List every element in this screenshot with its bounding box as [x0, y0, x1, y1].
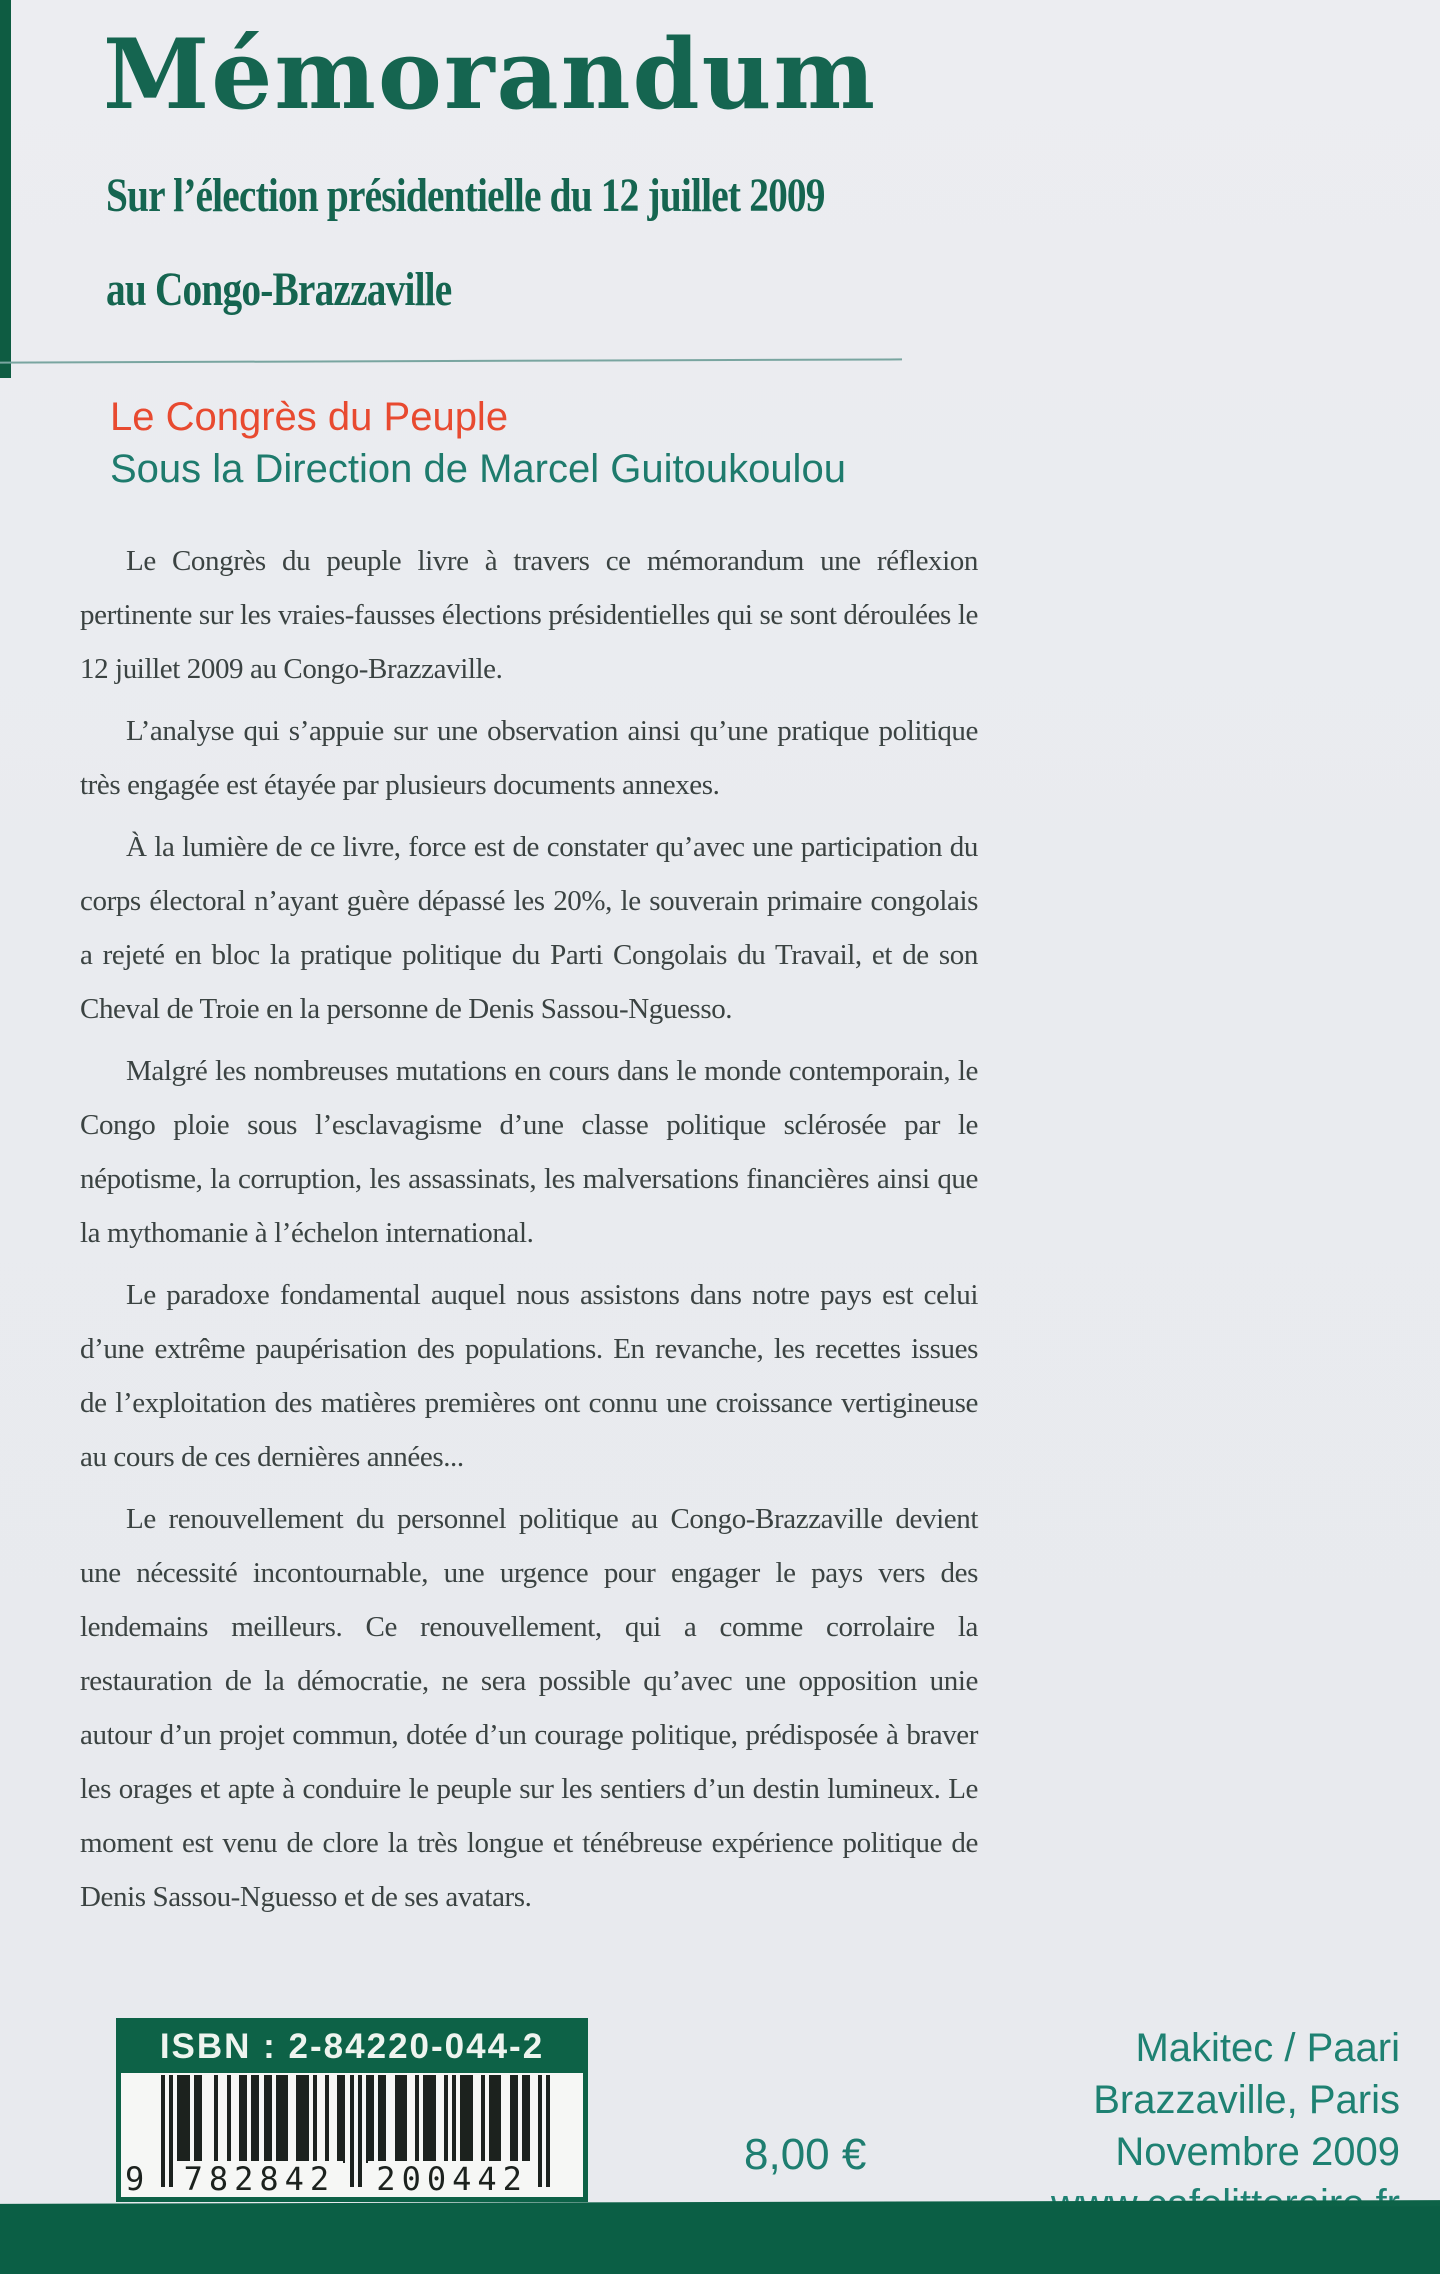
editor-line: Sous la Direction de Marcel Guitoukoulou: [110, 447, 846, 491]
isbn-label: ISBN : 2-84220-044-2: [121, 2023, 583, 2073]
synopsis-paragraph: Le Congrès du peuple livre à travers ce mémorandum une réflexion pertinente sur les vraies-fausses élections présidentielles qui se sont déroulées le 12 juillet 2009 au Congo-Brazzaville.: [80, 545, 978, 685]
spine-strip: [0, 0, 11, 378]
price-label: 8,00 €: [744, 2130, 867, 2179]
barcode-digit-group: 200442: [368, 2161, 536, 2195]
book-title: Mémorandum: [103, 18, 878, 131]
publisher-line: Novembre 2009: [1115, 2130, 1400, 2174]
synopsis-paragraph: L’analyse qui s’appuie sur une observation ainsi qu’une pratique politique très engagée est étayée par plusieurs documents annexes.: [80, 715, 978, 801]
synopsis-paragraph: Malgré les nombreuses mutations en cours dans le monde contemporain, le Congo ploie sous l’esclavagisme d’une classe politique sclérosée par le népotisme, la corruption, les assassinats, les malversations financières ainsi que la mythomanie à l’échelon international.: [80, 1055, 978, 1249]
synopsis: [80, 534, 978, 1932]
series-name: Le Congrès du Peuple: [110, 395, 509, 439]
barcode-digit-first: 9: [125, 2160, 145, 2198]
barcode-digit-group: 782842: [175, 2161, 343, 2195]
subtitle-line-1: Sur l’élection présidentielle du 12 juillet 2009: [106, 169, 825, 222]
synopsis-paragraph: Le paradoxe fondamental auquel nous assistons dans notre pays est celui d’une extrême paupérisation des populations. En revanche, les recettes issues de l’exploitation des matières premières ont connu une croissance vertigineuse au cours de ces dernières années...: [80, 1279, 978, 1473]
barcode: [125, 2075, 555, 2198]
header-divider: [0, 358, 902, 363]
publisher-line: Brazzaville, Paris: [1093, 2078, 1400, 2122]
synopsis-paragraph: À la lumière de ce livre, force est de constater qu’avec une participation du corps électoral n’ayant guère dépassé les 20%, le souverain primaire congolais a rejeté en bloc la pratique politique du Parti Congolais du Travail, et de son Cheval de Troie en la personne de Denis Sassou-Nguesso.: [80, 831, 978, 1025]
isbn-panel: [116, 2018, 588, 2202]
subtitle-line-2: au Congo-Brazzaville: [106, 263, 452, 316]
publisher-line: Makitec / Paari: [1135, 2026, 1400, 2070]
bottom-band: [0, 2206, 1440, 2274]
publisher-info: [800, 2022, 1400, 2230]
synopsis-paragraph: Le renouvellement du personnel politique au Congo-Brazzaville devient une nécessité incontournable, une urgence pour engager le pays vers des lendemains meilleurs. Ce renouvellement, qui a comme corrolaire la restauration de la démocratie, ne sera possible qu’avec une opposition unie autour d’un projet commun, dotée d’un courage politique, prédisposée à braver les orages et apte à conduire le peuple sur les sentiers d’un destin lumineux. Le moment est venu de clore la très longue et ténébreuse expérience politique de Denis Sassou-Nguesso et de ses avatars.: [80, 1503, 978, 1913]
